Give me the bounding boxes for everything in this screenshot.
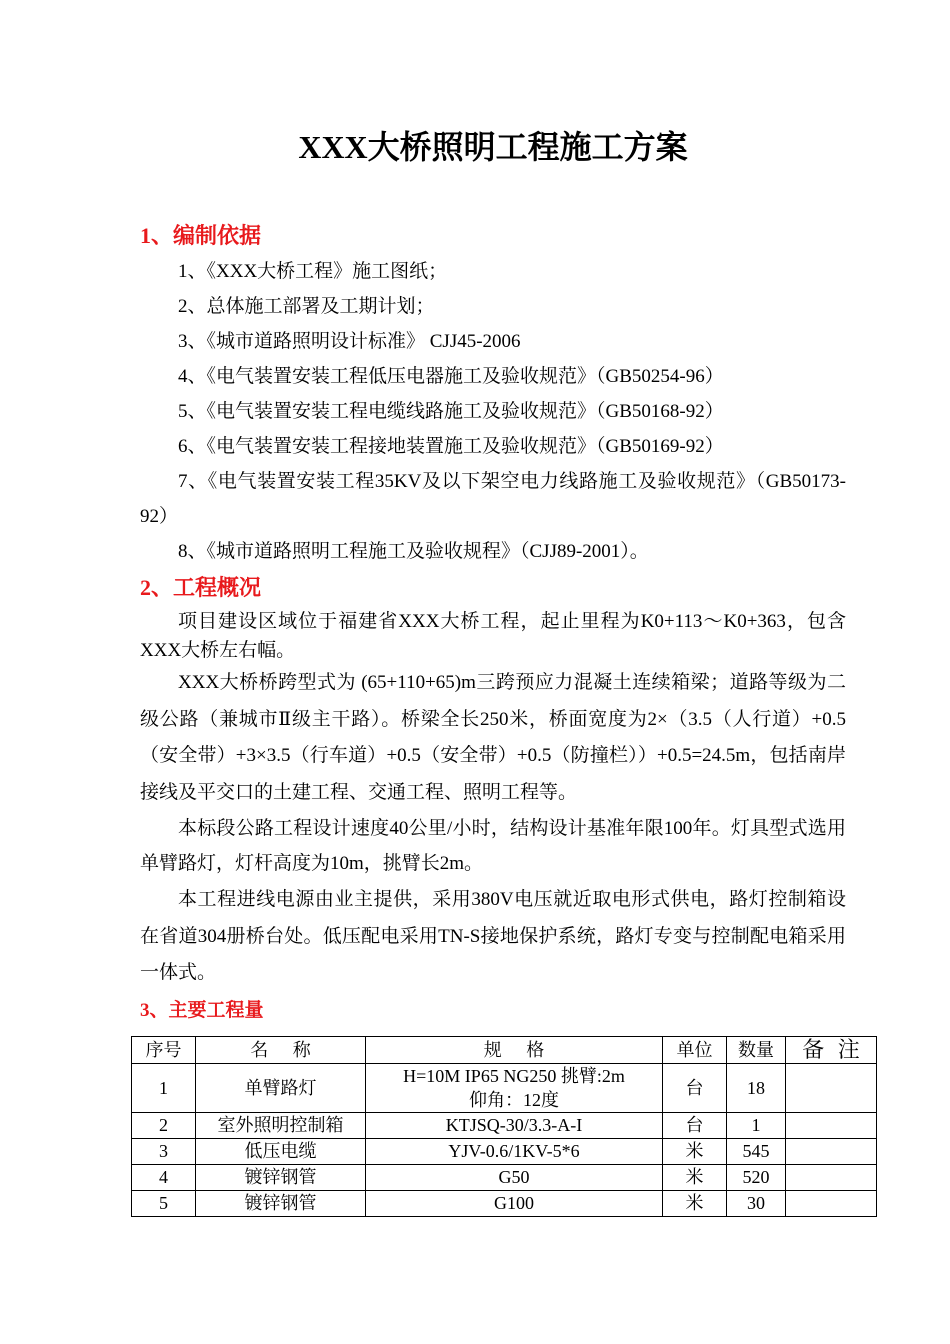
cell-no: 1 — [132, 1063, 196, 1112]
basis-item-4: 4、《电气装置安装工程低压电器施工及验收规范》（GB50254-96） — [178, 366, 724, 387]
basis-list — [140, 254, 846, 569]
overview-paragraph-1: 项目建设区域位于福建省XXX大桥工程，起止里程为K0+113～K0+363，包含XXX大桥左右幅。 — [140, 611, 846, 661]
cell-spec: YJV-0.6/1KV-5*6 — [366, 1138, 663, 1164]
section-heading-quantities: 3、主要工程量 — [140, 999, 264, 1021]
section-heading-overview: 2、工程概况 — [140, 575, 262, 600]
document-body — [140, 127, 860, 1217]
table-header-row — [132, 1036, 877, 1063]
cell-spec-line: H=10M IP65 NG250 挑臂:2m — [403, 1065, 625, 1086]
basis-item-6: 6、《电气装置安装工程接地装置施工及验收规范》（GB50169-92） — [178, 436, 724, 457]
cell-qty: 545 — [727, 1138, 786, 1164]
cell-no: 2 — [132, 1112, 196, 1138]
cell-unit: 台 — [663, 1112, 727, 1138]
cell-unit: 米 — [663, 1138, 727, 1164]
cell-qty: 520 — [727, 1164, 786, 1190]
section-heading-basis: 1、编制依据 — [140, 223, 262, 248]
cell-spec: KTJSQ-30/3.3-A-I — [366, 1112, 663, 1138]
cell-name: 单臂路灯 — [196, 1063, 366, 1112]
cell-qty: 30 — [727, 1190, 786, 1216]
basis-item-3: 3、《城市道路照明设计标准》 CJJ45-2006 — [178, 331, 521, 352]
cell-spec: G50 — [366, 1164, 663, 1190]
cell-spec — [366, 1063, 663, 1112]
cell-no: 4 — [132, 1164, 196, 1190]
header-cell-spec: 规 格 — [366, 1036, 663, 1063]
quantities-table — [131, 1036, 877, 1217]
cell-name: 镀锌钢管 — [196, 1190, 366, 1216]
table-row — [132, 1112, 877, 1138]
header-cell-no: 序号 — [132, 1036, 196, 1063]
cell-qty: 1 — [727, 1112, 786, 1138]
basis-item-5: 5、《电气装置安装工程电缆线路施工及验收规范》（GB50168-92） — [178, 401, 724, 422]
table-row — [132, 1164, 877, 1190]
basis-item-2: 2、总体施工部署及工期计划； — [178, 296, 435, 317]
header-cell-name: 名 称 — [196, 1036, 366, 1063]
table-row — [132, 1063, 877, 1112]
document-title: XXX大桥照明工程施工方案 — [298, 129, 688, 165]
table-row — [132, 1190, 877, 1216]
cell-no: 3 — [132, 1138, 196, 1164]
basis-item-8: 8、《城市道路照明工程施工及验收规程》（CJJ89-2001）。 — [178, 541, 649, 562]
overview-paragraph-2: XXX大桥桥跨型式为 (65+110+65)m三跨预应力混凝土连续箱梁；道路等级为二级公路（兼城市Ⅱ级主干路）。桥梁全长250米，桥面宽度为2×（3.5（人行道）+0.5（安全带）+3×3.5（行车道）+0.5（安全带）+0.5（防撞栏））+0.5=24.5m，包括南岸接线及平交口的土建工程、交通工程、照明工程等。 — [140, 672, 846, 803]
cell-note — [786, 1190, 877, 1216]
cell-note — [786, 1112, 877, 1138]
cell-no: 5 — [132, 1190, 196, 1216]
cell-note — [786, 1164, 877, 1190]
cell-name: 低压电缆 — [196, 1138, 366, 1164]
cell-qty: 18 — [727, 1063, 786, 1112]
basis-item-1: 1、《XXX大桥工程》施工图纸； — [178, 261, 448, 282]
cell-name: 镀锌钢管 — [196, 1164, 366, 1190]
cell-note — [786, 1138, 877, 1164]
header-cell-qty: 数量 — [727, 1036, 786, 1063]
cell-unit: 米 — [663, 1190, 727, 1216]
cell-spec-line: 仰角：12度 — [469, 1089, 559, 1110]
table-row — [132, 1138, 877, 1164]
cell-spec: G100 — [366, 1190, 663, 1216]
cell-unit: 台 — [663, 1063, 727, 1112]
overview-paragraph-4: 本工程进线电源由业主提供，采用380V电压就近取电形式供电，路灯控制箱设在省道304册桥台处。低压配电采用TN-S接地保护系统，路灯专变与控制配电箱采用一体式。 — [140, 889, 846, 983]
header-cell-unit: 单位 — [663, 1036, 727, 1063]
header-cell-note: 备 注 — [786, 1036, 877, 1063]
cell-note — [786, 1063, 877, 1112]
overview-paragraph-3: 本标段公路工程设计速度40公里/小时，结构设计基准年限100年。灯具型式选用单臂路灯，灯杆高度为10m，挑臂长2m。 — [140, 818, 846, 874]
cell-unit: 米 — [663, 1164, 727, 1190]
cell-name: 室外照明控制箱 — [196, 1112, 366, 1138]
basis-item-7: 7、《电气装置安装工程35KV及以下架空电力线路施工及验收规范》（GB50173-92） — [140, 471, 846, 527]
